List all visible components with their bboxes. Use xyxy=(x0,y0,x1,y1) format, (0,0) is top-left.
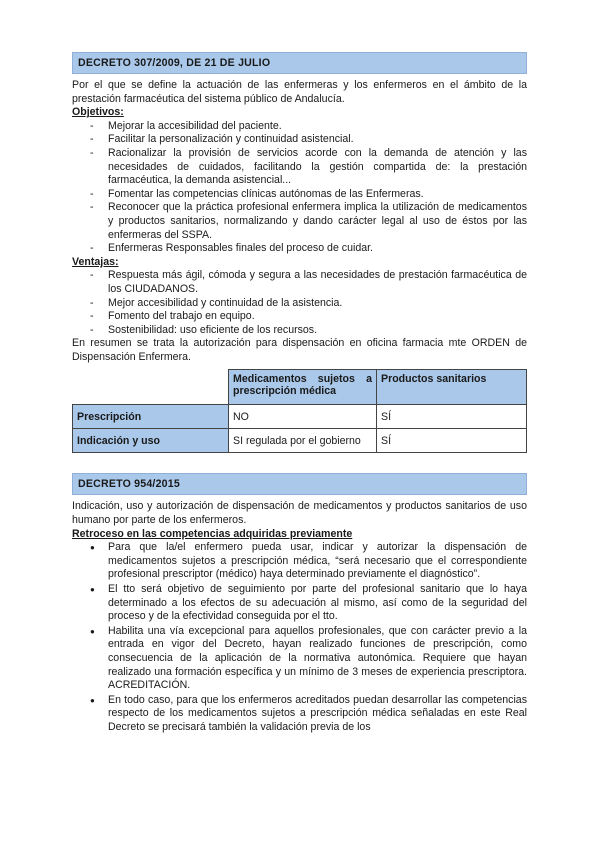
advantages-list xyxy=(72,269,527,337)
table-row-label: Prescripción xyxy=(73,405,229,429)
advantage-item: - Respuesta más ágil, cómoda y segura a las necesidades de prestación farmacéutica de los CIUDADANOS. xyxy=(72,269,527,296)
summary-text: En resumen se trata la autorización para dispensación en oficina farmacia mte ORDEN de Dispensación Enfermera. xyxy=(72,337,527,363)
retroceso-list xyxy=(72,541,527,734)
decree-954-intro: Indicación, uso y autorización de dispensación de medicamentos y productos sanitarios de uso humano por parte de los enfermeros. xyxy=(72,500,527,527)
objectives-heading: Objetivos: xyxy=(72,106,124,119)
table-row xyxy=(73,429,527,453)
document-page xyxy=(72,52,527,736)
decree-307-intro: Por el que se define la actuación de las enfermeras y los enfermeros en el ámbito de la prestación farmacéutica del sistema público de Andalucía. xyxy=(72,79,527,105)
retroceso-item: ● El tto será objetivo de seguimiento por parte del profesional sanitario que lo haya determinado a los efectos de su adecuación al mismo, así como de la seguridad del proceso y de la efectividad conseguida por el tto. xyxy=(72,583,527,624)
table-header-empty xyxy=(73,370,229,405)
objective-item: - Racionalizar la provisión de servicios acorde con la demanda de atención y las necesidades de cuidados, facilitando la gestión compartida de: la prestación farmacéutica, la demanda asistencial... xyxy=(72,147,527,188)
advantages-heading: Ventajas: xyxy=(72,255,119,268)
advantage-item: - Mejor accesibilidad y continuidad de la asistencia. xyxy=(72,297,527,311)
table-cell: NO xyxy=(229,405,377,429)
table-header-row xyxy=(73,370,527,405)
retroceso-item: ● Habilita una vía excepcional para aquellos profesionales, que con carácter previo a la entrada en vigor del Decreto, hayan realizado funciones de prescripción, como consecuencia de la aplicación de la normativa autonómica. Requiere que hayan realizado una formación específica y un mínimo de 3 meses de experiencia prescriptora. ACREDITACIÓN. xyxy=(72,625,527,693)
table-row xyxy=(73,405,527,429)
objective-item: - Mejorar la accesibilidad del paciente. xyxy=(72,120,527,134)
decree-307-title: DECRETO 307/2009, DE 21 DE JULIO xyxy=(72,52,527,74)
table-cell: SI regulada por el gobierno xyxy=(229,429,377,453)
table-header-cell: Medicamentos sujetos a prescripción médica xyxy=(229,370,377,405)
retroceso-heading: Retroceso en las competencias adquiridas previamente xyxy=(72,527,353,540)
objective-item: - Reconocer que la práctica profesional enfermera implica la utilización de medicamentos y productos sanitarios, normalizando y dando carácter legal al uso de éstos por las enfermeras del SSPA. xyxy=(72,201,527,242)
objective-item: - Enfermeras Responsables finales del proceso de cuidar. xyxy=(72,242,527,256)
competence-table xyxy=(72,369,527,453)
advantage-item: - Fomento del trabajo en equipo. xyxy=(72,310,527,324)
objectives-list xyxy=(72,120,527,256)
advantage-item: - Sostenibilidad: uso eficiente de los recursos. xyxy=(72,324,527,338)
table-cell: SÍ xyxy=(377,429,527,453)
table-row-label: Indicación y uso xyxy=(73,429,229,453)
decree-954-title: DECRETO 954/2015 xyxy=(72,473,527,495)
retroceso-item: ● Para que la/el enfermero pueda usar, indicar y autorizar la dispensación de medicamentos sujetos a prescripción médica, “será necesario que el correspondiente profesional prescriptor (médico) haya determinado previamente el diagnóstico”. xyxy=(72,541,527,582)
table-header-cell: Productos sanitarios xyxy=(377,370,527,405)
objective-item: - Fomentar las competencias clínicas autónomas de las Enfermeras. xyxy=(72,188,527,202)
retroceso-item: ● En todo caso, para que los enfermeros acreditados puedan desarrollar las competencias respecto de los medicamentos sujetos a prescripción médica señaladas en este Real Decreto se precisará también la validación previa de los xyxy=(72,694,527,735)
table-cell: SÍ xyxy=(377,405,527,429)
objective-item: - Facilitar la personalización y continuidad asistencial. xyxy=(72,133,527,147)
